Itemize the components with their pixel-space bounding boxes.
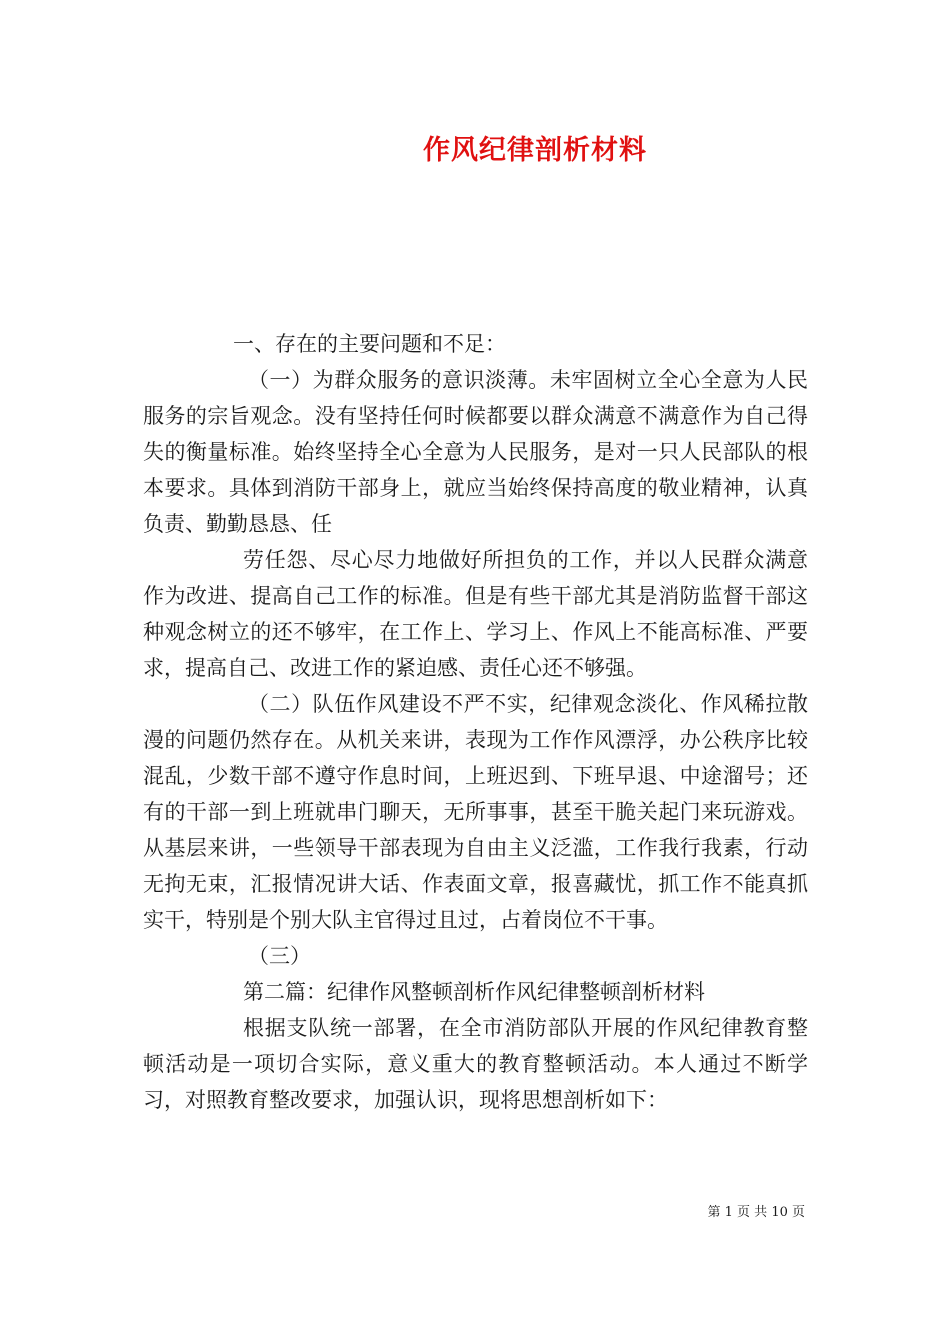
section-heading: 一、存在的主要问题和不足： — [233, 332, 506, 356]
document-body — [143, 326, 808, 1118]
paragraph: （二）队伍作风建设不严不实，纪律观念淡化、作风稀拉散漫的问题仍然存在。从机关来讲，表现为工作作风漂浮，办公秩序比较混乱，少数干部不遵守作息时间，上班迟到、下班早退、中途溜号；还有的干部一到上班就串门聊天，无所事事，甚至干脆关起门来玩游戏。从基层来讲，一些领导干部表现为自由主义泛滥，工作我行我素，行动无拘无束，汇报情况讲大话、作表面文章，报喜藏忧，抓工作不能真抓实干，特别是个别大队主官得过且过，占着岗位不干事。 — [143, 692, 808, 932]
page-number: 第 1 页 共 10 页 — [707, 1205, 805, 1220]
subsection-heading: （三） — [248, 944, 311, 968]
paragraph: 劳任怨、尽心尽力地做好所担负的工作，并以人民群众满意作为改进、提高自己工作的标准。但是有些干部尤其是消防监督干部这种观念树立的还不够牢，在工作上、学习上、作风上不能高标准、严要求，提高自己、改进工作的紧迫感、责任心还不够强。 — [143, 548, 808, 680]
paragraph: 根据支队统一部署，在全市消防部队开展的作风纪律教育整顿活动是一项切合实际，意义重大的教育整顿活动。本人通过不断学习，对照教育整改要求，加强认识，现将思想剖析如下： — [143, 1016, 808, 1112]
chapter-heading: 第二篇：纪律作风整顿剖析作风纪律整顿剖析材料 — [243, 980, 705, 1004]
document-title: 作风纪律剖析材料 — [423, 135, 647, 166]
paragraph: （一）为群众服务的意识淡薄。未牢固树立全心全意为人民服务的宗旨观念。没有坚持任何时候都要以群众满意不满意作为自己得失的衡量标准。始终坚持全心全意为人民服务，是对一只人民部队的根本要求。具体到消防干部身上，就应当始终保持高度的敬业精神，认真负责、勤勤恳恳、任 — [143, 368, 808, 536]
